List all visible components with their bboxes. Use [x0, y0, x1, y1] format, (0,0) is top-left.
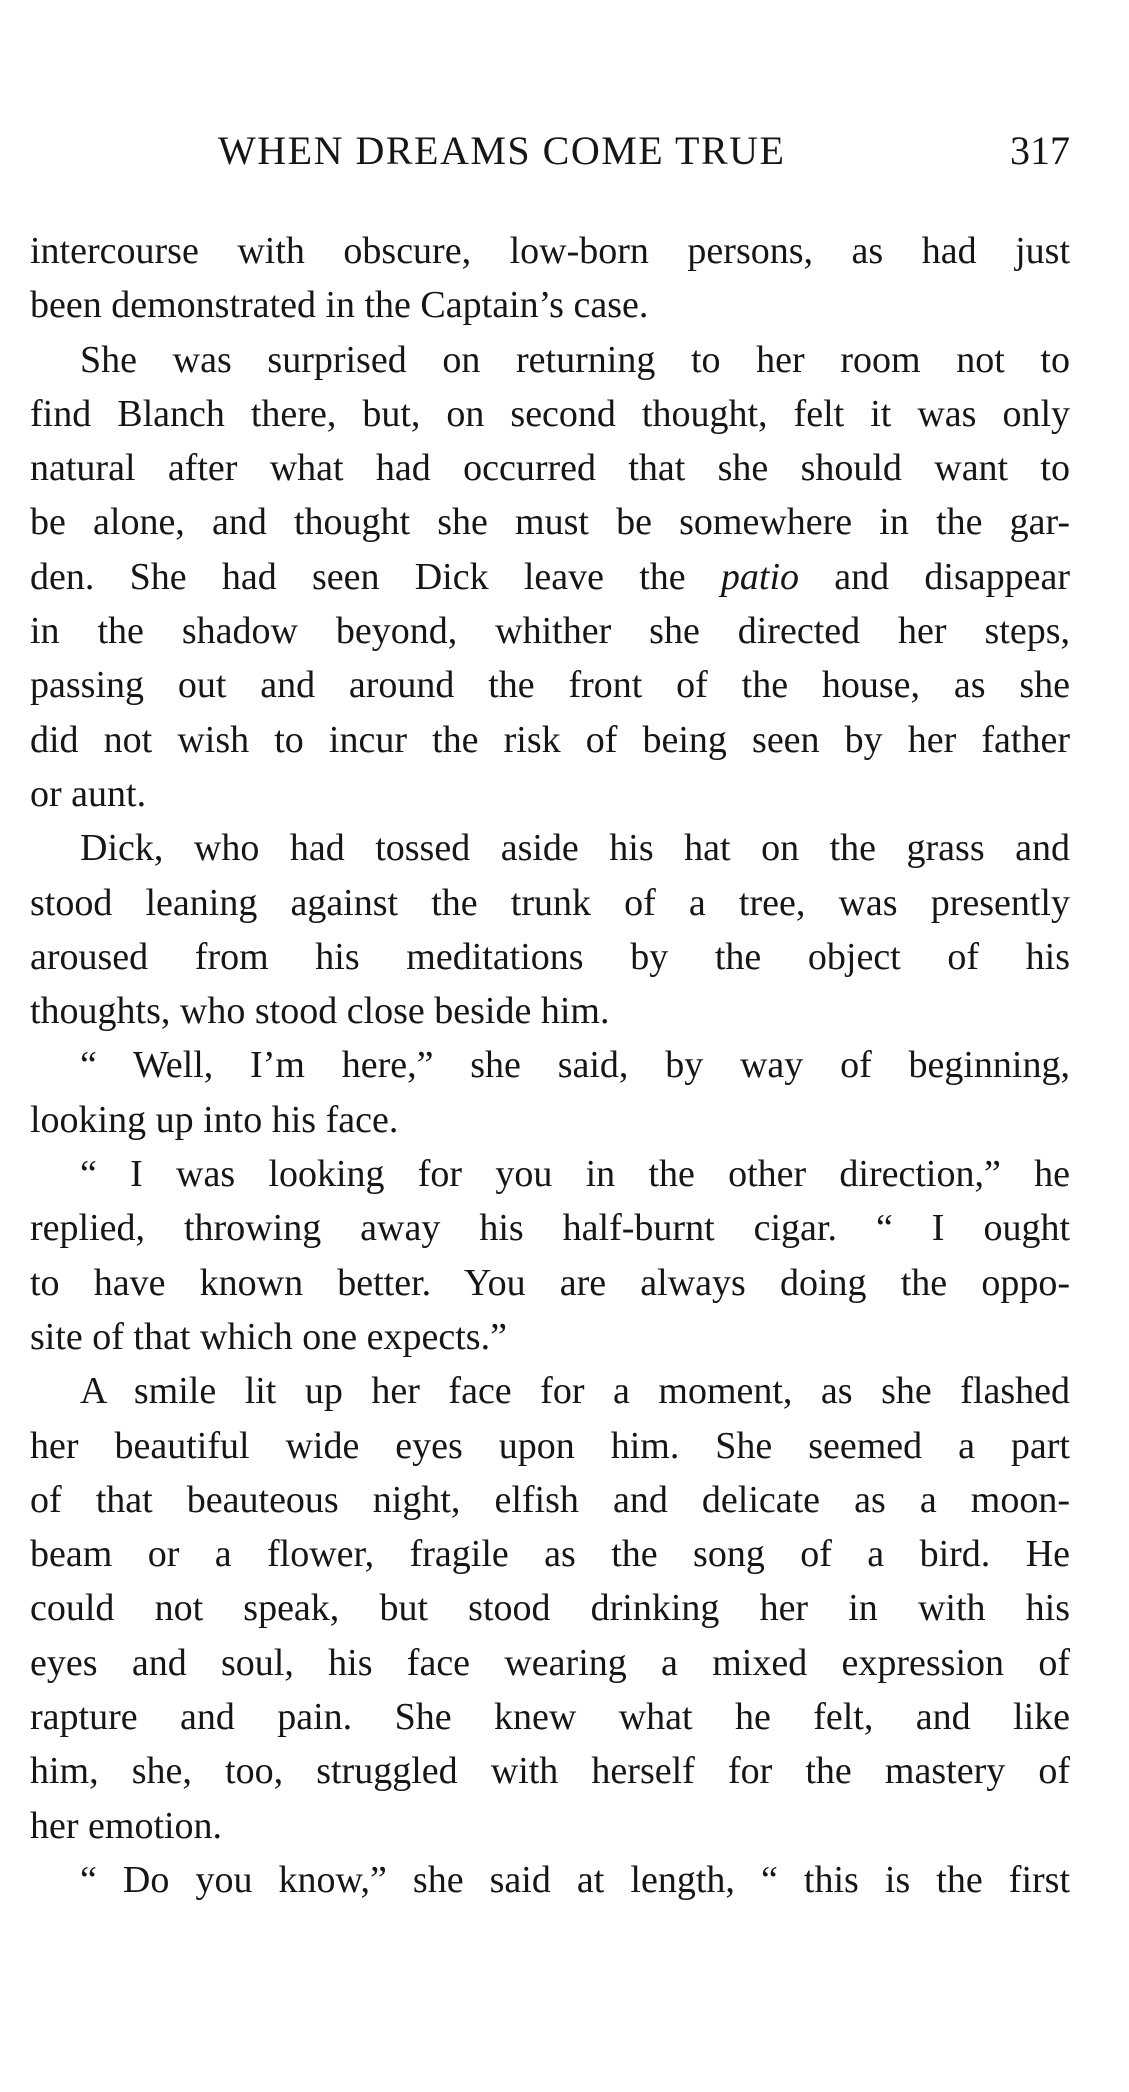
text-line: “ Do you know,” she said at length, “ this is the first: [80, 1858, 1070, 1901]
text-line: stood leaning against the trunk of a tree, was presently: [30, 881, 1070, 924]
text-line: intercourse with obscure, low-born persons, as had just: [30, 230, 1070, 272]
text-line: find Blanch there, but, on second thought, felt it was only: [30, 392, 1070, 435]
text-line: her emotion.: [30, 1804, 223, 1847]
text-line: site of that which one expects.”: [30, 1315, 507, 1358]
text-line: natural after what had occurred that she should want to: [30, 447, 1070, 490]
text-line: him, she, too, struggled with herself for the mastery of: [30, 1750, 1070, 1793]
text-line: rapture and pain. She knew what he felt, and like: [30, 1696, 1070, 1739]
text-line: passing out and around the front of the house, as she: [30, 664, 1070, 707]
text-segment: and disappear: [799, 555, 1071, 598]
italic-word: patio: [720, 555, 800, 598]
running-title: WHEN DREAMS COME TRUE: [218, 128, 786, 173]
text-line: replied, throwing away his half-burnt cigar. “ I ought: [30, 1207, 1070, 1250]
text-line: did not wish to incur the risk of being seen by her father: [30, 718, 1070, 761]
text-line: “ Well, I’m here,” she said, by way of beginning,: [80, 1044, 1070, 1087]
text-line: could not speak, but stood drinking her in with his: [30, 1587, 1070, 1630]
text-line: A smile lit up her face for a moment, as she flashed: [80, 1370, 1070, 1413]
text-line: of that beauteous night, elfish and delicate as a moon-: [30, 1478, 1070, 1521]
text-line: [30, 550, 1070, 604]
page-number: 317: [1010, 128, 1070, 173]
text-line: aroused from his meditations by the object of his: [30, 935, 1070, 978]
text-line: be alone, and thought she must be somewhere in the gar-: [30, 501, 1070, 544]
text-segment: den. She had seen Dick leave the: [30, 555, 721, 598]
text-line: She was surprised on returning to her room not to: [80, 338, 1070, 381]
text-line: in the shadow beyond, whither she directed her steps,: [30, 610, 1070, 653]
text-line: Dick, who had tossed aside his hat on the grass and: [80, 827, 1070, 870]
page-header: [0, 126, 1129, 176]
text-line: thoughts, who stood close beside him.: [30, 990, 610, 1033]
text-line: looking up into his face.: [30, 1098, 399, 1141]
text-line: eyes and soul, his face wearing a mixed expression of: [30, 1641, 1070, 1684]
text-line: or aunt.: [30, 772, 147, 815]
text-line: her beautiful wide eyes upon him. She seemed a part: [30, 1424, 1070, 1467]
body-text: [30, 224, 1070, 1907]
text-line: to have known better. You are always doing the oppo-: [30, 1261, 1070, 1304]
text-line: been demonstrated in the Captain’s case.: [30, 284, 649, 327]
text-line: beam or a flower, fragile as the song of a bird. He: [30, 1533, 1070, 1576]
text-line: “ I was looking for you in the other direction,” he: [80, 1153, 1070, 1196]
